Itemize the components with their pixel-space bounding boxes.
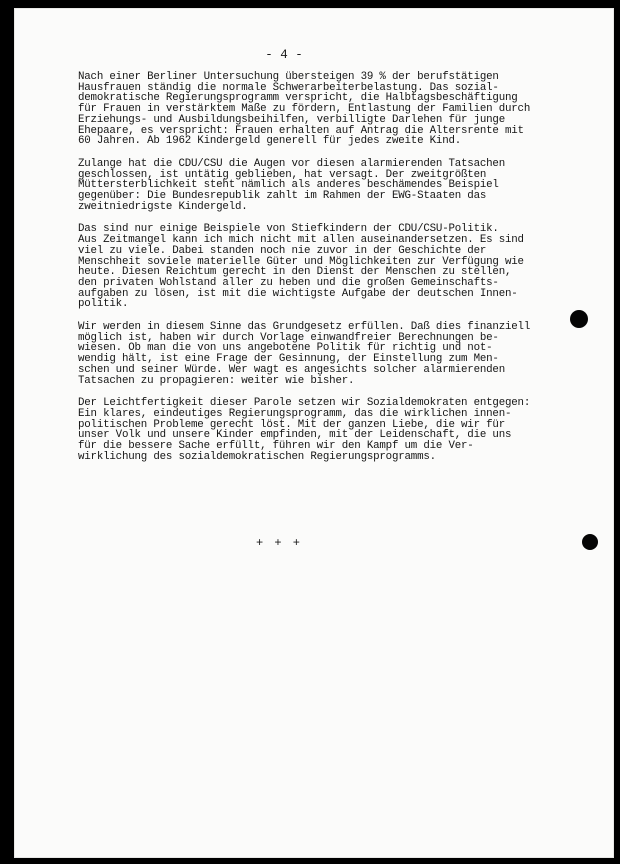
paragraph-4 (78, 322, 598, 386)
paragraph-1 (78, 72, 598, 147)
text-line: geschlossen, ist untätig geblieben, hat versagt. Der zweitgrößten (78, 168, 487, 181)
text-line: politik. (78, 298, 129, 311)
text-line: 60 Jahren. Ab 1962 Kindergeld generell für jedes zweite Kind. (78, 135, 462, 148)
text-line: zweitniedrigste Kindergeld. (78, 200, 248, 213)
text-line: Ein klares, eindeutiges Regierungsprogramm, das die wirklichen innen- (78, 407, 512, 420)
body-text (78, 72, 598, 475)
text-line: für die bessere Sache erfüllt, führen wir den Kampf um die Ver- (78, 440, 474, 453)
text-line: Tatsachen zu propagieren: weiter wie bisher. (78, 374, 355, 387)
text-line: gegenüber: Die Bundesrepublik zahlt im Rahmen der EWG-Staaten das (78, 190, 487, 203)
text-line: möglich ist, haben wir durch Vorlage einwandfreier Berechnungen be- (78, 331, 499, 344)
text-line: Aus Zeitmangel kann ich mich nicht mit allen auseinandersetzen. Es sind (78, 234, 524, 247)
text-line: aufgaben zu lösen, ist mit die wichtigste Aufgabe der deutschen Innen- (78, 287, 518, 300)
text-line: Ehepaare, es verspricht: Frauen erhalten auf Antrag die Altersrente mit (78, 124, 524, 137)
text-line: Menschheit soviele materielle Güter und Möglichkeiten zur Verfügung wie (78, 255, 524, 268)
text-line: Zulange hat die CDU/CSU die Augen vor diesen alarmierenden Tatsachen (78, 157, 505, 170)
text-line: Erziehungs- und Ausbildungsbeihilfen, verbilligte Darlehen für junge (78, 113, 505, 126)
end-mark: + + + (255, 536, 302, 550)
text-line: Müttersterblichkeit steht nämlich als anderes beschämendes Beispiel (78, 179, 499, 192)
text-line: heute. Diesen Reichtum gerecht in den Dienst der Menschen zu stellen, (78, 266, 512, 279)
punch-hole-mark (582, 534, 598, 550)
page-number: - 4 - (265, 48, 303, 62)
text-line: demokratische Regierungsprogramm verspricht, die Halbtagsbeschäftigung (78, 92, 518, 105)
text-line: Der Leichtfertigkeit dieser Parole setzen wir Sozialdemokraten entgegen: (78, 397, 531, 410)
text-line: wirklichung des sozialdemokratischen Regierungsprogramms. (78, 450, 436, 463)
text-line: für Frauen in verstärktem Maße zu fördern, Entlastung der Familien durch (78, 103, 531, 116)
text-line: politischen Probleme gerecht löst. Mit der ganzen Liebe, die wir für (78, 418, 505, 431)
text-line: Wir werden in diesem Sinne das Grundgesetz erfüllen. Daß dies finanziell (78, 321, 531, 334)
paragraph-5 (78, 398, 598, 462)
text-line: wendig hält, ist eine Frage der Gesinnung, der Einstellung zum Men- (78, 353, 499, 366)
paragraph-2 (78, 159, 598, 213)
text-line: Hausfrauen ständig die normale Schwerarbeiterbelastung. Das sozial- (78, 81, 499, 94)
paragraph-3 (78, 224, 598, 310)
text-line: Nach einer Berliner Untersuchung übersteigen 39 % der berufstätigen (78, 71, 499, 83)
text-line: unser Volk und unsere Kinder empfinden, mit der Leidenschaft, die uns (78, 429, 512, 442)
text-line: Das sind nur einige Beispiele von Stiefkindern der CDU/CSU-Politik. (78, 223, 499, 236)
punch-hole-mark (570, 310, 588, 328)
document-page (14, 8, 614, 858)
text-line: den privaten Wohlstand aller zu heben und die großen Gemeinschafts- (78, 276, 499, 289)
text-line: viel zu viele. Dabei standen noch nie zuvor in der Geschichte der (78, 244, 487, 257)
text-line: schen und seiner Würde. Wer wagt es angesichts solcher alarmierenden (78, 363, 505, 376)
text-line: wiesen. Ob man die von uns angebotene Politik für richtig und not- (78, 342, 493, 355)
